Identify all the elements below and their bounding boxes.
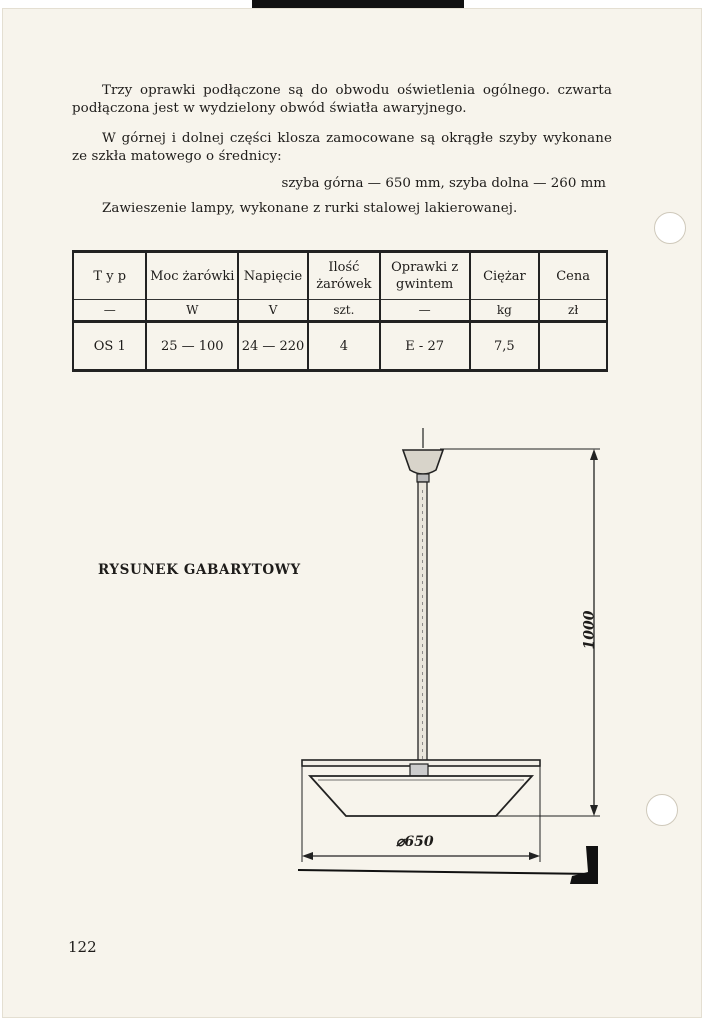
- width-arrow-right: [529, 852, 540, 860]
- height-arrow-top: [590, 449, 598, 460]
- table-header-cell: Ciężar: [470, 252, 540, 300]
- table-cell: 4: [308, 322, 380, 371]
- paragraph-suspension: Zawieszenie lampy, wykonane z rurki stalowej lakierowanej.: [102, 201, 518, 216]
- table-header-cell: Napięcie: [238, 252, 308, 300]
- table-unit-cell: —: [380, 300, 470, 322]
- table-header-cell: Cena: [539, 252, 607, 300]
- diameter-dimension-label: ⌀650: [396, 834, 434, 850]
- table-header-cell: Ilość żarówek: [308, 252, 380, 300]
- width-arrow-left: [302, 852, 313, 860]
- shade-mount: [410, 764, 428, 776]
- table-cell: 24 — 220: [238, 322, 308, 371]
- page-number: 122: [68, 938, 97, 956]
- base-bracket: [570, 846, 598, 884]
- height-dimension-label: 1000: [581, 610, 598, 650]
- table-unit-cell: kg: [470, 300, 540, 322]
- table-cell: OS 1: [73, 322, 146, 371]
- table-unit-cell: W: [146, 300, 238, 322]
- table-unit-cell: V: [238, 300, 308, 322]
- paragraph-sockets: Trzy oprawki podłączone są do obwodu oświetlenia ogólnego. czwarta podłączona jest w wydzielony obwód światła awaryjnego.: [72, 83, 612, 116]
- paragraph-glass: W górnej i dolnej części klosza zamocowane są okrągłe szyby wykonane ze szkła matowego o średnicy:: [72, 131, 612, 164]
- table-unit-cell: zł: [539, 300, 607, 322]
- drawing-caption: RYSUNEK GABARYTOWY: [98, 562, 301, 578]
- base-line: [298, 870, 596, 874]
- table-header-cell: T y p: [73, 252, 146, 300]
- height-arrow-bottom: [590, 805, 598, 816]
- table-unit-cell: —: [73, 300, 146, 322]
- table-unit-cell: szt.: [308, 300, 380, 322]
- table-cell: E - 27: [380, 322, 470, 371]
- ceiling-canopy: [403, 450, 443, 474]
- table-header-cell: Oprawki z gwintem: [380, 252, 470, 300]
- glass-sizes: szyba górna — 650 mm, szyba dolna — 260 mm: [281, 176, 606, 191]
- table-cell: 7,5: [470, 322, 540, 371]
- canopy-neck: [417, 474, 429, 482]
- table-cell: 25 — 100: [146, 322, 238, 371]
- glass-bowl: [310, 776, 532, 816]
- table-header-cell: Moc żarówki: [146, 252, 238, 300]
